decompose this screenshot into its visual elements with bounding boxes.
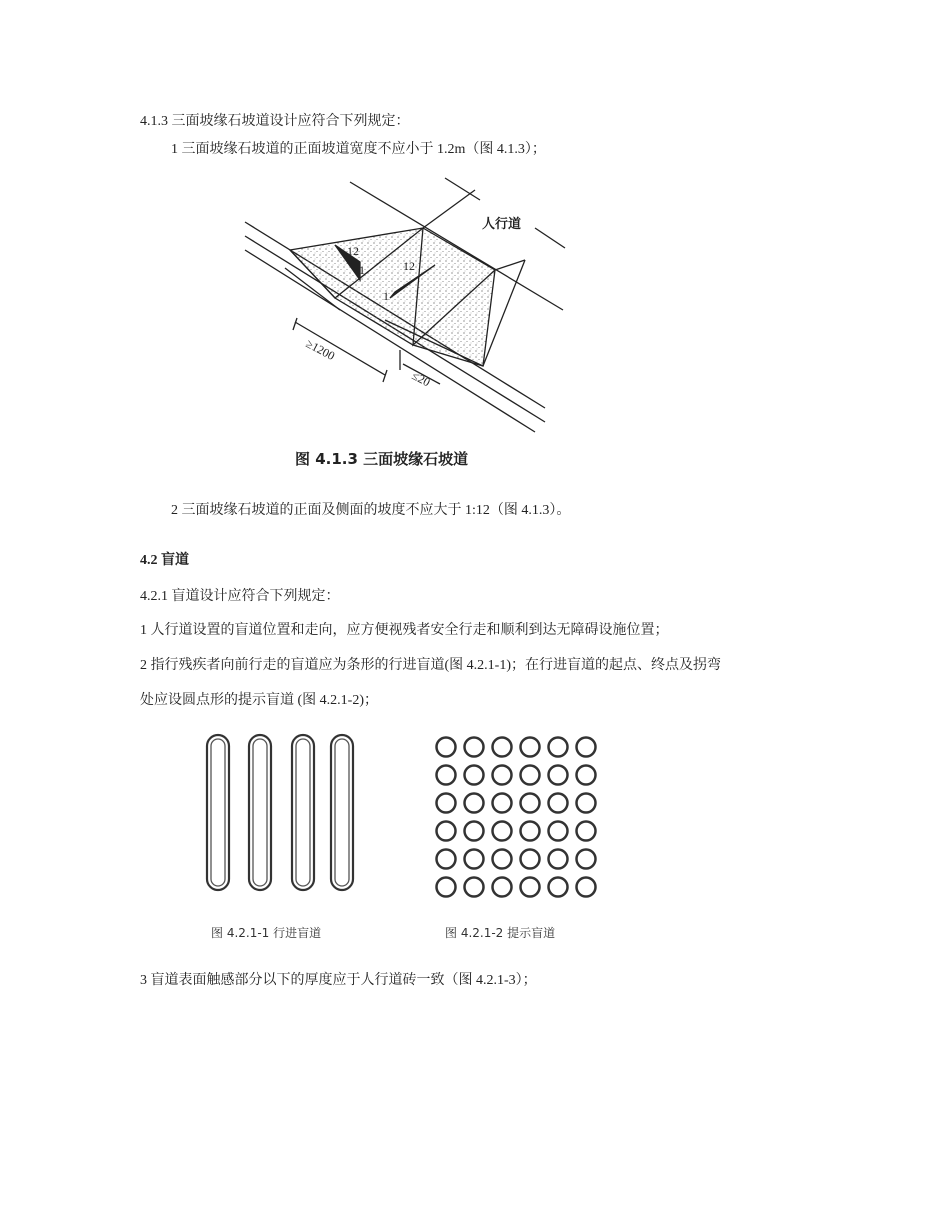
warning-dot — [521, 766, 540, 785]
slope-numerator-b: 12 — [403, 259, 415, 273]
warning-dot — [465, 738, 484, 757]
warning-dot — [437, 850, 456, 869]
section-4-2-1-item-3: 3 盲道表面触感部分以下的厚度应于人行道砖一致（图 4.2.1-3）； — [140, 973, 537, 988]
warning-dot — [549, 738, 568, 757]
warning-dot — [437, 766, 456, 785]
figure-4-2-1-2 — [425, 725, 615, 950]
warning-dot — [493, 766, 512, 785]
section-4-1-3-heading: 4.1.3 三面坡缘石坡道设计应符合下列规定： — [140, 114, 410, 129]
warning-dot — [577, 794, 596, 813]
section-4-2-1-item-2-line-1: 2 指行残疾者向前行走的盲道应为条形的行进盲道(图 4.2.1-1)；在行进盲道的起点、终点及拐弯 — [140, 658, 721, 673]
slope-numerator-a: 12 — [347, 244, 359, 258]
warning-dot — [465, 850, 484, 869]
warning-dot — [577, 766, 596, 785]
section-4-2-1-item-1: 1 人行道设置的盲道位置和走向，应方便视残者安全行走和顺利到达无障碍设施位置； — [140, 623, 669, 638]
label-sidewalk: 人行道 — [482, 217, 522, 232]
warning-dot — [465, 794, 484, 813]
section-4-2-heading: 4.2 盲道 — [140, 553, 189, 568]
warning-dot — [549, 822, 568, 841]
warning-dot — [549, 878, 568, 897]
warning-dot — [577, 878, 596, 897]
warning-dot — [493, 878, 512, 897]
guide-bar — [331, 735, 353, 890]
guide-bar — [207, 735, 229, 890]
warning-dot — [493, 850, 512, 869]
slope-denominator-a: 1 — [359, 263, 365, 277]
warning-dot — [493, 794, 512, 813]
warning-dot — [521, 738, 540, 757]
figure-4-2-1-1 — [195, 725, 375, 950]
dimension-curb: ≤20 — [409, 368, 433, 390]
warning-dot — [577, 850, 596, 869]
slope-denominator-b: 1 — [383, 289, 389, 303]
warning-dot — [549, 794, 568, 813]
figure-4-2-1-1-caption: 图 4.2.1-1 行进盲道 — [211, 926, 322, 940]
warning-dot — [549, 850, 568, 869]
section-4-1-3-item-2: 2 三面坡缘石坡道的正面及侧面的坡度不应大于 1:12（图 4.1.3）。 — [171, 503, 571, 518]
warning-dot — [437, 738, 456, 757]
guide-bar — [249, 735, 271, 890]
section-4-1-3-item-1: 1 三面坡缘石坡道的正面坡道宽度不应小于 1.2m（图 4.1.3）； — [171, 142, 546, 157]
warning-dot — [577, 822, 596, 841]
warning-dot — [437, 822, 456, 841]
warning-dot — [521, 822, 540, 841]
warning-dot — [493, 738, 512, 757]
warning-dot — [465, 766, 484, 785]
warning-dot — [549, 766, 568, 785]
warning-dot — [437, 794, 456, 813]
section-4-2-1-item-2-line-2: 处应设圆点形的提示盲道 (图 4.2.1-2)； — [140, 693, 378, 708]
figure-4-1-3-caption: 图 4.1.3 三面坡缘石坡道 — [295, 450, 469, 468]
warning-dot — [521, 794, 540, 813]
warning-dot — [577, 738, 596, 757]
warning-dot — [521, 878, 540, 897]
warning-dot — [465, 878, 484, 897]
warning-dot — [493, 822, 512, 841]
figure-4-2-1-2-caption: 图 4.2.1-2 提示盲道 — [445, 926, 556, 940]
section-4-2-1-heading: 4.2.1 盲道设计应符合下列规定： — [140, 589, 340, 604]
warning-dot — [465, 822, 484, 841]
warning-dot — [437, 878, 456, 897]
figure-4-1-3 — [235, 170, 585, 475]
dimension-width: ≥1200 — [303, 336, 338, 364]
guide-bar — [292, 735, 314, 890]
warning-dot — [521, 850, 540, 869]
